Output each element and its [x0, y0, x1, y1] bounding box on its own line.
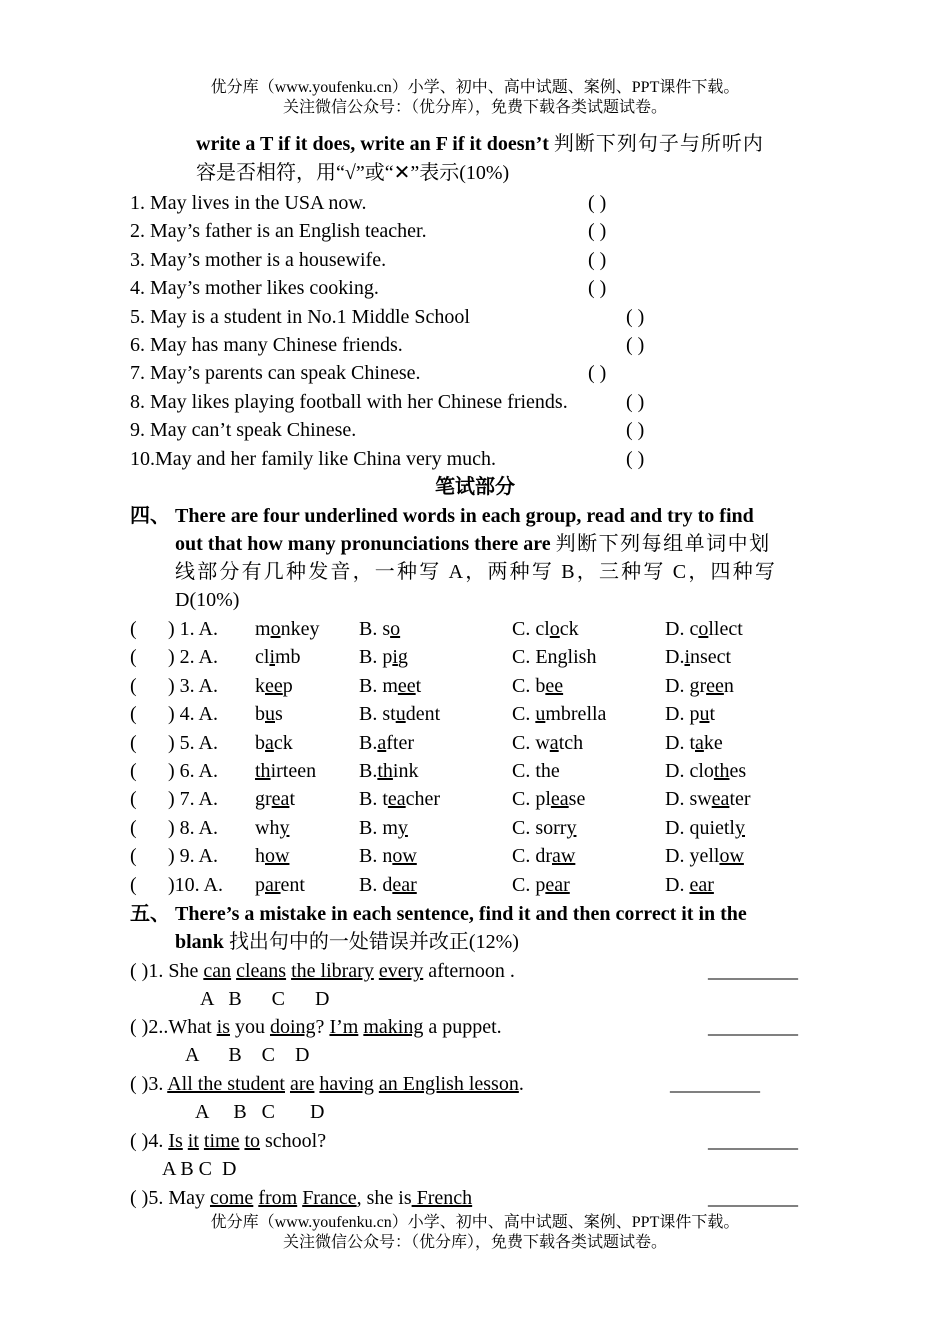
underlined-part: u — [265, 703, 275, 726]
underlined-segment: come — [209, 1187, 254, 1209]
option-letters: A B C D — [195, 1101, 325, 1123]
question-number: ) 3. A. — [168, 674, 218, 697]
word-prefix: D. gr — [665, 674, 707, 697]
word-prefix: B. t — [359, 788, 388, 811]
listening-item: 9. May can’t speak Chinese. — [130, 419, 357, 442]
word-suffix: mbrella — [545, 703, 607, 726]
word-prefix: D. p — [665, 703, 700, 726]
correction-sentence — [130, 1185, 472, 1211]
underlined-part: ear — [545, 873, 570, 896]
underlined-part: ow — [392, 845, 417, 868]
word-option-b[interactable] — [359, 843, 417, 869]
question-number: ) 8. A. — [168, 816, 218, 839]
plain-segment: ? — [315, 1016, 330, 1038]
word-prefix: h — [255, 845, 265, 868]
listening-item: 7. May’s parents can speak Chinese. — [130, 362, 421, 385]
word-prefix: C. — [512, 703, 536, 726]
underlined-part: y — [397, 816, 408, 839]
listening-item: 2. May’s father is an English teacher. — [130, 220, 427, 243]
question-number: ) 4. A. — [168, 703, 218, 726]
option-letters: A B C D — [185, 1044, 310, 1066]
underlined-segment: having — [319, 1073, 374, 1095]
word-suffix: t — [289, 788, 295, 811]
sentence-prefix: ( )2..What — [130, 1016, 217, 1038]
word-prefix: C. cl — [512, 618, 550, 640]
underlined-part: y — [566, 816, 577, 839]
section5-instruction-en-1: There’s a mistake in each sentence, find it and then correct it in the — [175, 903, 747, 925]
word-option-c[interactable] — [512, 758, 560, 784]
underlined-part: y — [279, 816, 290, 839]
plain-segment: , she is — [356, 1187, 412, 1209]
word-prefix: cl — [255, 646, 270, 669]
answer-paren-open[interactable]: ( — [130, 816, 137, 839]
word-prefix: B. n — [359, 845, 393, 868]
underlined-part: u — [395, 703, 406, 726]
section5-number: 五、 — [130, 903, 170, 925]
word-option-a[interactable] — [255, 616, 319, 642]
listening-answer-paren[interactable]: ( ) — [588, 220, 607, 243]
underlined-segment: to — [244, 1130, 261, 1152]
word-option-c[interactable] — [512, 872, 570, 898]
word-prefix: D. clo — [665, 760, 714, 782]
word-option-d[interactable] — [665, 673, 734, 699]
answer-blank[interactable]: _________ — [708, 1187, 798, 1209]
listening-answer-paren[interactable]: ( ) — [626, 390, 645, 413]
word-suffix: ke — [703, 731, 723, 754]
plain-segment: you — [229, 1016, 270, 1038]
word-option-b[interactable] — [359, 872, 417, 898]
underlined-segment: I’m — [329, 1016, 359, 1038]
listening-instruction-en: write a T if it does, write an F if it doesn’t — [196, 133, 549, 155]
answer-paren-open[interactable]: ( — [130, 873, 137, 896]
sentence-prefix: ( )5. May — [130, 1187, 210, 1209]
word-suffix: n — [723, 674, 734, 697]
word-option-b[interactable] — [359, 758, 418, 784]
underlined-segment: are — [289, 1073, 315, 1095]
listening-answer-paren[interactable]: ( ) — [588, 192, 607, 214]
listening-instruction-line-2: 容是否相符，用“√”或“✕”表示(10%) — [196, 162, 510, 184]
word-option-a[interactable] — [255, 701, 283, 727]
underlined-segment: All the student — [167, 1073, 285, 1095]
listening-item: 5. May is a student in No.1 Middle School — [130, 305, 470, 328]
word-prefix: p — [255, 873, 265, 896]
word-option-a[interactable] — [255, 644, 301, 670]
word-suffix: irteen — [270, 760, 317, 782]
word-option-a[interactable] — [255, 758, 316, 784]
underlined-segment: France — [302, 1187, 357, 1209]
word-option-d[interactable] — [665, 701, 715, 727]
question-number: ) 7. A. — [168, 788, 218, 811]
word-option-d[interactable] — [665, 616, 743, 642]
underlined-part: o — [549, 618, 560, 640]
section4-instruction-cn-3: 线部分有几种发音，一种写 A，两种写 B，三种写 C，四种写 — [175, 561, 778, 583]
word-option-c[interactable] — [512, 701, 606, 727]
written-section-title: 笔试部分 — [435, 476, 515, 498]
word-prefix: C. English — [512, 646, 597, 669]
word-suffix: t — [415, 674, 422, 697]
underlined-part: i — [392, 646, 398, 669]
underlined-segment: making — [363, 1016, 424, 1038]
word-suffix: ck — [559, 618, 579, 640]
underlined-segment: the library — [291, 960, 374, 982]
underlined-part: th — [713, 760, 730, 782]
underlined-part: i — [269, 646, 275, 669]
question-number: ) 6. A. — [168, 760, 218, 782]
word-option-b[interactable] — [359, 673, 421, 699]
section5-instruction-line-2 — [175, 928, 519, 957]
word-prefix: wh — [255, 816, 280, 839]
section4-number: 四、 — [130, 505, 170, 527]
section4-instruction-en-1: There are four underlined words in each group, read and try to find — [175, 505, 754, 527]
word-option-c[interactable] — [512, 815, 576, 841]
word-prefix: B. st — [359, 703, 396, 726]
listening-item: 10.May and her family like China very much. — [130, 447, 497, 470]
underlined-part: th — [255, 760, 271, 782]
question-number: ) 5. A. — [168, 731, 218, 754]
correction-sentence — [130, 1128, 326, 1154]
word-option-c[interactable] — [512, 616, 579, 642]
word-suffix: ink — [392, 760, 419, 782]
underlined-part: ea — [711, 788, 730, 811]
word-suffix: nkey — [280, 618, 320, 640]
sentence-prefix: ( )4. — [130, 1130, 169, 1152]
section4-instruction-cn-4: D(10%) — [175, 589, 240, 611]
word-prefix: b — [255, 703, 265, 726]
word-prefix: B. — [359, 731, 378, 754]
word-prefix: C. sorr — [512, 816, 567, 839]
correction-sentence — [130, 1071, 524, 1097]
word-option-a[interactable] — [255, 872, 305, 898]
word-suffix: g — [397, 646, 408, 669]
header-line-2: 关注微信公众号：（优分库），免费下载各类试题试卷。 — [282, 99, 667, 116]
underlined-segment: can — [203, 960, 232, 982]
word-prefix: gr — [255, 788, 272, 811]
listening-answer-paren[interactable]: ( ) — [588, 277, 607, 300]
word-prefix: D. quietl — [665, 816, 735, 839]
word-prefix: B. d — [359, 873, 393, 896]
word-prefix: b — [255, 731, 265, 754]
word-option-a[interactable] — [255, 786, 295, 812]
underlined-part: th — [377, 760, 393, 782]
word-suffix: s — [275, 703, 283, 726]
answer-blank[interactable]: _________ — [708, 1016, 798, 1038]
underlined-part: ea — [271, 788, 290, 811]
word-prefix: C. b — [512, 674, 546, 697]
word-prefix: D. t — [665, 731, 695, 754]
sentence-prefix: ( )3. — [130, 1073, 168, 1095]
section5-instruction-cn: 找出句中的一处错误并改正(12%) — [228, 931, 519, 953]
listening-instruction-cn-1: 判断下列句子与所听内 — [553, 133, 764, 155]
underlined-part: ear — [689, 873, 714, 896]
question-number: ) 1. A. — [168, 618, 218, 640]
plain-segment: afternoon . — [423, 960, 515, 982]
footer-line-2: 关注微信公众号：（优分库），免费下载各类试题试卷。 — [282, 1234, 667, 1251]
underlined-part: u — [699, 703, 710, 726]
word-prefix: B. p — [359, 646, 393, 669]
word-prefix: B. m — [359, 674, 398, 697]
word-option-a[interactable] — [255, 815, 289, 841]
word-suffix: tch — [558, 731, 584, 754]
answer-paren-open[interactable]: ( — [130, 703, 137, 726]
word-suffix: es — [729, 760, 747, 782]
word-prefix: B. m — [359, 816, 398, 839]
option-letters: A B C D — [200, 988, 330, 1010]
word-option-c[interactable] — [512, 786, 585, 812]
question-number: )10. A. — [168, 873, 223, 896]
word-option-a[interactable] — [255, 843, 289, 869]
plain-segment: a puppet. — [423, 1016, 502, 1038]
word-suffix: nsect — [690, 646, 732, 669]
listening-answer-paren[interactable]: ( ) — [626, 334, 645, 356]
question-number: ) 9. A. — [168, 845, 218, 868]
word-option-d[interactable] — [665, 730, 723, 756]
section4-instruction-cn-2: 判断下列每组单词中划 — [555, 533, 771, 555]
option-letters: A B C D — [162, 1158, 237, 1180]
answer-paren-open[interactable]: ( — [130, 674, 137, 697]
word-option-d[interactable] — [665, 843, 744, 869]
word-prefix: D. yell — [665, 845, 720, 868]
word-suffix: mb — [275, 646, 301, 669]
word-suffix: ent — [280, 873, 305, 896]
word-option-d[interactable] — [665, 815, 745, 841]
underlined-segment: doing — [269, 1016, 316, 1038]
word-suffix: dent — [405, 703, 441, 726]
word-prefix: m — [255, 618, 271, 640]
underlined-segment: it — [187, 1130, 199, 1152]
underlined-part: o — [390, 618, 401, 640]
word-suffix: fter — [386, 731, 414, 754]
word-option-b[interactable] — [359, 701, 440, 727]
underlined-segment: is — [216, 1016, 230, 1038]
word-option-d[interactable] — [665, 872, 714, 898]
word-suffix: t — [709, 703, 716, 726]
header-line-1: 优分库（www.youfenku.cn）小学、初中、高中试题、案例、PPT课件下载。 — [210, 79, 740, 96]
word-prefix: B. s — [359, 618, 391, 640]
listening-item: 1. May lives in the USA now. — [130, 192, 367, 214]
section4-instruction-line-2 — [175, 530, 771, 559]
listening-item: 4. May’s mother likes cooking. — [130, 277, 379, 300]
underlined-part: ea — [387, 788, 406, 811]
listening-answer-paren[interactable]: ( ) — [626, 305, 645, 328]
answer-paren-open[interactable]: ( — [130, 731, 137, 754]
word-suffix: cher — [405, 788, 441, 811]
underlined-part: ea — [550, 788, 569, 811]
answer-paren-open[interactable]: ( — [130, 845, 137, 868]
underlined-part: a — [377, 731, 387, 754]
underlined-part: o — [698, 618, 709, 640]
word-prefix: B. — [359, 760, 378, 782]
underlined-part: aw — [552, 845, 576, 868]
listening-item: 6. May has many Chinese friends. — [130, 334, 403, 356]
word-option-b[interactable] — [359, 644, 408, 670]
underlined-part: ee — [706, 674, 724, 697]
underlined-part: ear — [392, 873, 417, 896]
correction-sentence — [130, 958, 515, 984]
sentence-prefix: ( )1. She — [130, 960, 204, 982]
word-option-c[interactable] — [512, 730, 583, 756]
underlined-part: a — [549, 731, 559, 754]
word-option-b[interactable] — [359, 786, 440, 812]
word-prefix: C. pl — [512, 788, 551, 811]
underlined-part: y — [735, 816, 745, 839]
word-suffix: se — [568, 788, 586, 811]
footer-line-1: 优分库（www.youfenku.cn）小学、初中、高中试题、案例、PPT课件下载。 — [210, 1214, 740, 1231]
word-prefix: k — [255, 674, 265, 697]
answer-blank[interactable]: _________ — [708, 960, 798, 982]
word-option-c[interactable] — [512, 843, 575, 869]
answer-paren-open[interactable]: ( — [130, 646, 137, 669]
answer-blank[interactable]: _________ — [670, 1073, 760, 1095]
word-suffix: p — [282, 674, 293, 697]
listening-item: 8. May likes playing football with her Chinese friends. — [130, 390, 568, 413]
word-prefix: C. dr — [512, 845, 552, 868]
listening-answer-paren[interactable]: ( ) — [588, 362, 607, 385]
underlined-part: a — [265, 731, 274, 754]
section4-instruction-en-2: out that how many pronunciations there are — [175, 533, 551, 555]
listening-item: 3. May’s mother is a housewife. — [130, 248, 387, 271]
word-prefix: C. p — [512, 873, 546, 896]
answer-paren-open[interactable]: ( — [130, 788, 137, 811]
word-prefix: D. — [665, 646, 685, 669]
word-prefix: C. w — [512, 731, 550, 754]
listening-answer-paren[interactable]: ( ) — [626, 419, 645, 442]
underlined-segment: Is — [168, 1130, 183, 1152]
underlined-part: ee — [397, 674, 416, 697]
word-option-b[interactable] — [359, 730, 414, 756]
word-prefix: D. sw — [665, 788, 712, 811]
word-option-a[interactable] — [255, 730, 293, 756]
plain-segment: school? — [260, 1130, 327, 1152]
underlined-part: ar — [265, 873, 281, 896]
underlined-part: ow — [265, 845, 290, 868]
underlined-segment: French — [411, 1187, 473, 1209]
word-option-c[interactable] — [512, 673, 563, 699]
section5-instruction-en-2: blank — [175, 931, 224, 953]
word-option-b[interactable] — [359, 616, 400, 642]
word-prefix: D. c — [665, 618, 699, 640]
word-suffix: ter — [729, 788, 751, 811]
word-option-d[interactable] — [665, 644, 731, 670]
listening-instruction — [196, 130, 826, 159]
underlined-segment: every — [378, 960, 424, 982]
word-option-d[interactable] — [665, 786, 751, 812]
listening-answer-paren[interactable]: ( ) — [588, 248, 607, 271]
answer-paren-open[interactable]: ( — [130, 760, 137, 782]
word-prefix: C. the — [512, 760, 560, 782]
correction-sentence — [130, 1014, 502, 1040]
underlined-part: ow — [719, 845, 744, 868]
word-suffix: llect — [708, 618, 743, 640]
word-option-c[interactable] — [512, 644, 596, 670]
underlined-segment: from — [258, 1187, 298, 1209]
underlined-part: i — [684, 646, 691, 669]
underlined-part: ee — [545, 674, 564, 697]
word-option-b[interactable] — [359, 815, 408, 841]
underlined-part: u — [535, 703, 546, 726]
answer-paren-open[interactable]: ( — [130, 618, 137, 640]
word-option-d[interactable] — [665, 758, 746, 784]
underlined-segment: time — [203, 1130, 240, 1152]
underlined-segment: cleans — [236, 960, 287, 982]
underlined-segment: an English lesson — [378, 1073, 519, 1095]
word-option-a[interactable] — [255, 673, 293, 699]
underlined-part: ee — [265, 674, 283, 697]
answer-blank[interactable]: _________ — [708, 1130, 798, 1152]
word-prefix: D. — [665, 873, 690, 896]
listening-answer-paren[interactable]: ( ) — [626, 447, 645, 470]
plain-segment: . — [518, 1073, 524, 1095]
underlined-part: o — [270, 618, 281, 640]
word-suffix: ck — [273, 731, 293, 754]
underlined-part: a — [695, 731, 704, 754]
question-number: ) 2. A. — [168, 646, 218, 669]
